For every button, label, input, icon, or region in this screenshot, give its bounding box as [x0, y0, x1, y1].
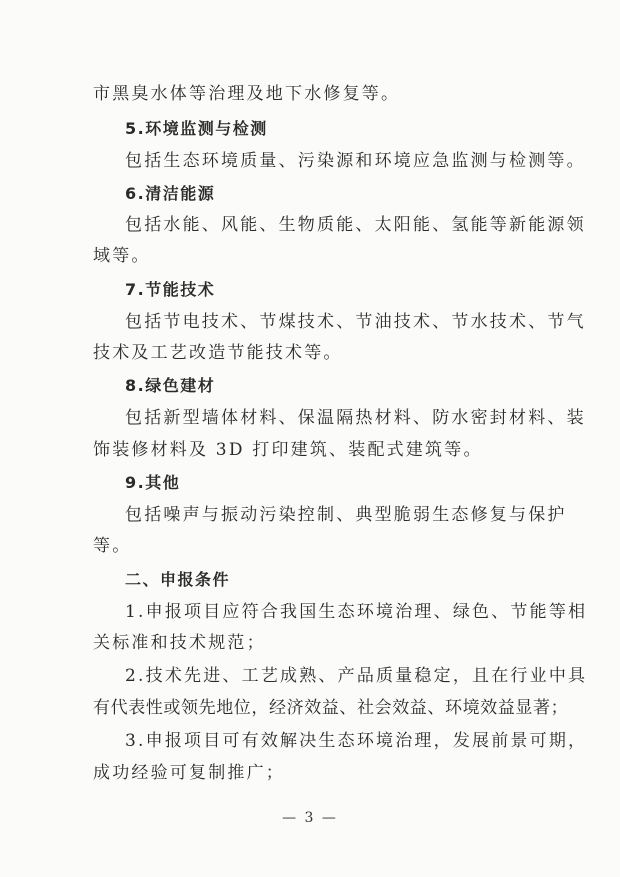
- text-line: 饰装修材料及 3D 打印建筑、装配式建筑等。: [93, 440, 483, 460]
- section-heading-energy-saving: 7.节能技术: [125, 280, 216, 299]
- section-heading-clean-energy: 6.清洁能源: [125, 184, 216, 203]
- text-line: 技术及工艺改造节能技术等。: [93, 343, 343, 363]
- section-heading-application-conditions: 二、申报条件: [125, 570, 231, 589]
- text-line: 包括噪声与振动污染控制、典型脆弱生态修复与保护: [125, 505, 567, 525]
- text-line: 成功经验可复制推广；: [93, 763, 285, 783]
- text-line: 等。: [93, 536, 132, 556]
- text-line: 1.申报项目应符合我国生态环境治理、绿色、节能等相: [125, 602, 588, 622]
- section-heading-green-materials: 8.绿色建材: [125, 376, 216, 395]
- text-line: 有代表性或领先地位，经济效益、社会效益、环境效益显著；: [93, 698, 569, 718]
- text-line: 包括生态环境质量、污染源和环境应急监测与检测等。: [125, 151, 586, 171]
- page-number: — 3 —: [282, 810, 338, 826]
- text-line: 2.技术先进、工艺成熟、产品质量稳定，且在行业中具: [125, 666, 588, 686]
- text-line: 市黑臭水体等治理及地下水修复等。: [93, 84, 401, 104]
- text-line: 包括水能、风能、生物质能、太阳能、氢能等新能源领: [125, 215, 586, 235]
- text-line: 3.申报项目可有效解决生态环境治理，发展前景可期，: [125, 731, 588, 751]
- section-heading-monitoring: 5.环境监测与检测: [125, 119, 268, 138]
- text-line: 关标准和技术规范；: [93, 633, 266, 653]
- text-line: 域等。: [93, 246, 151, 266]
- section-heading-other: 9.其他: [125, 473, 181, 492]
- text-line: 包括节电技术、节煤技术、节油技术、节水技术、节气: [125, 312, 586, 332]
- text-line: 包括新型墙体材料、保温隔热材料、防水密封材料、装: [125, 408, 586, 428]
